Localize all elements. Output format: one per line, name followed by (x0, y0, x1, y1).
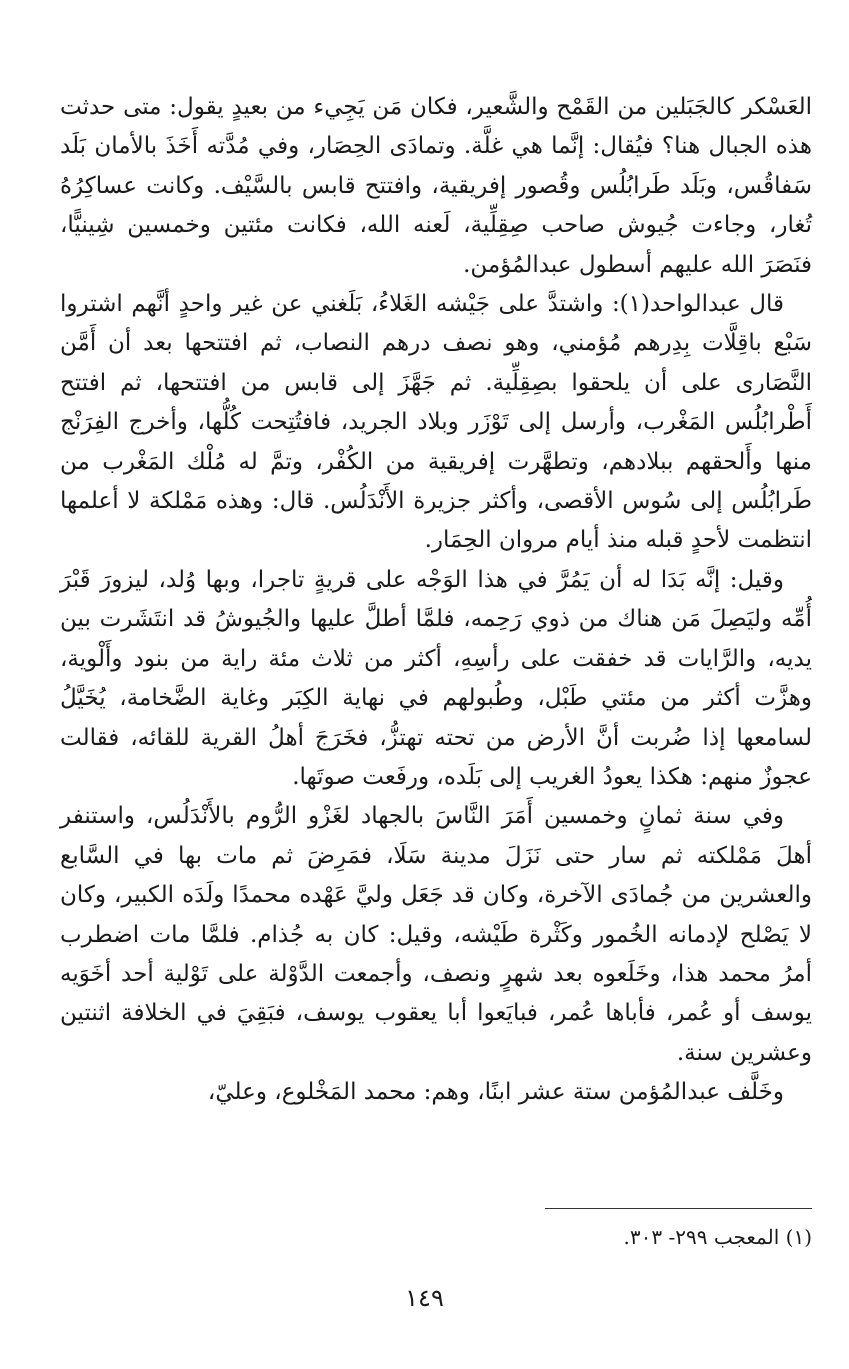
paragraph-5: وخَلَّف عبدالمُؤمن ستة عشر ابنًا، وهم: محمد المَخْلوع، وعليّ، (207, 1079, 784, 1106)
paragraph-1: العَسْكر كالجَبَلين من القَمْح والشَّعير، فكان مَن يَجِيء من بعيدٍ يقول: متى حدثت هذه الجبال هنا؟ فيُقال: إنَّما هي غلَّة. وتمادَى الحِصَار، وفي مُدَّته أَخَذَ بالأمان بَلَد سَفاقُس، وبَلَد طَرابُلُس وقُصور إفريقية، وافتتح قابس بالسَّيْف. وكانت عساكِرُهُ تُغار، وجاءت جُيوش صاحب صِقِلِّية، لَعنه الله، فكانت مئتين وخمسين شِينيًّا، فنَصَرَ الله عليهم أسطول عبدالمُؤمن. (60, 94, 812, 278)
page-body (60, 88, 812, 1113)
paragraph-3: وقيل: إنَّه بَدَا له أن يَمُرَّ في هذا الوَجْه على قريةٍ تاجرا، وبها وُلد، ليزورَ قَبْرَ أُمِّه وليَصِلَ مَن هناك من ذوي رَحِمه، فلمَّا أطلَّ عليها والجُيوشُ قد انتَشَرت بين يديه، والرَّايات قد خفقت على رأسِهِ، أكثر من ثلاث مئة راية من بنود وأَلْوية، وهزَّت أكثر من مئتي طَبْل، وطُبولهم في نهاية الكِبَر وغاية الضَّخامة، يُخَيَّلُ لسامعها إذا ضُربت أنَّ الأرض من تحته تهتزُّ، فخَرَجَ أهلُ القرية للقائه، فقالت عجوزٌ منهم: هكذا يعودُ الغريب إلى بَلَده، ورفَعت صوتَها. (60, 566, 812, 790)
paragraph-4: وفي سنة ثمانٍ وخمسين أَمَرَ النَّاسَ بالجهاد لغَزْو الرُّوم بالأَنْدَلُس، واستنفر أهلَ مَمْلكته ثم سار حتى نَزَلَ مدينة سَلَا، فمَرِضَ ثم مات بها في السَّابع والعشرين من جُمادَى الآخرة، وكان قد جَعَل وليَّ عَهْده محمدًا ولَدَه الكبير، وكان لا يَصْلح لإدمانه الخُمور وكَثْرة طَيْشه، وقيل: كان به جُذام. فلمَّا مات اضطرب أمرُ محمد هذا، وخَلَعوه بعد شهرٍ ونصف، وأجمعت الدَّوْلة على تَوْلية أحد أخَوَيه يوسف أو عُمر، فأباها عُمر، فبايَعوا أبا يعقوب يوسف، فبَقِيَ في الخلافة اثنتين وعشرين سنة. (60, 803, 812, 1066)
paragraph-2: قال عبدالواحد(١): واشتدَّ على جَيْشه الغَلاءُ، بَلَغني عن غير واحدٍ أنَّهم اشتروا سَبْع باقِلَّات بِدِرهم مُؤمني، وهو نصف درهم النصاب، ثم افتتحها بعد أن أَمَّن النَّصَارى على أن يلحقوا بصِقِلِّية. ثم جَهَّزَ إلى قابس من افتتحها، ثم افتتح أَطْرابُلُس المَغْرب، وأرسل إلى تَوْزَر وبلاد الجريد، فافتُتِحت كُلُّها، وأخرج الفِرَنْج منها وأَلحقهم ببلادهم، وتطهَّرت إفريقية من الكُفْر، وتمَّ له مُلْك المَغْرب من طَرابُلُس إلى سُوس الأقصى، وأكثر جزيرة الأَنْدَلُس. قال: وهذه مَمْلكة لا أعلمها انتظمت لأحدٍ قبله منذ أيام مروان الحِمَار. (60, 291, 812, 554)
page-number: ١٤٩ (405, 1284, 444, 1312)
footnote-divider (545, 1208, 812, 1209)
footnote: (١) المعجب ٢٩٩- ٣٠٣. (623, 1225, 812, 1249)
